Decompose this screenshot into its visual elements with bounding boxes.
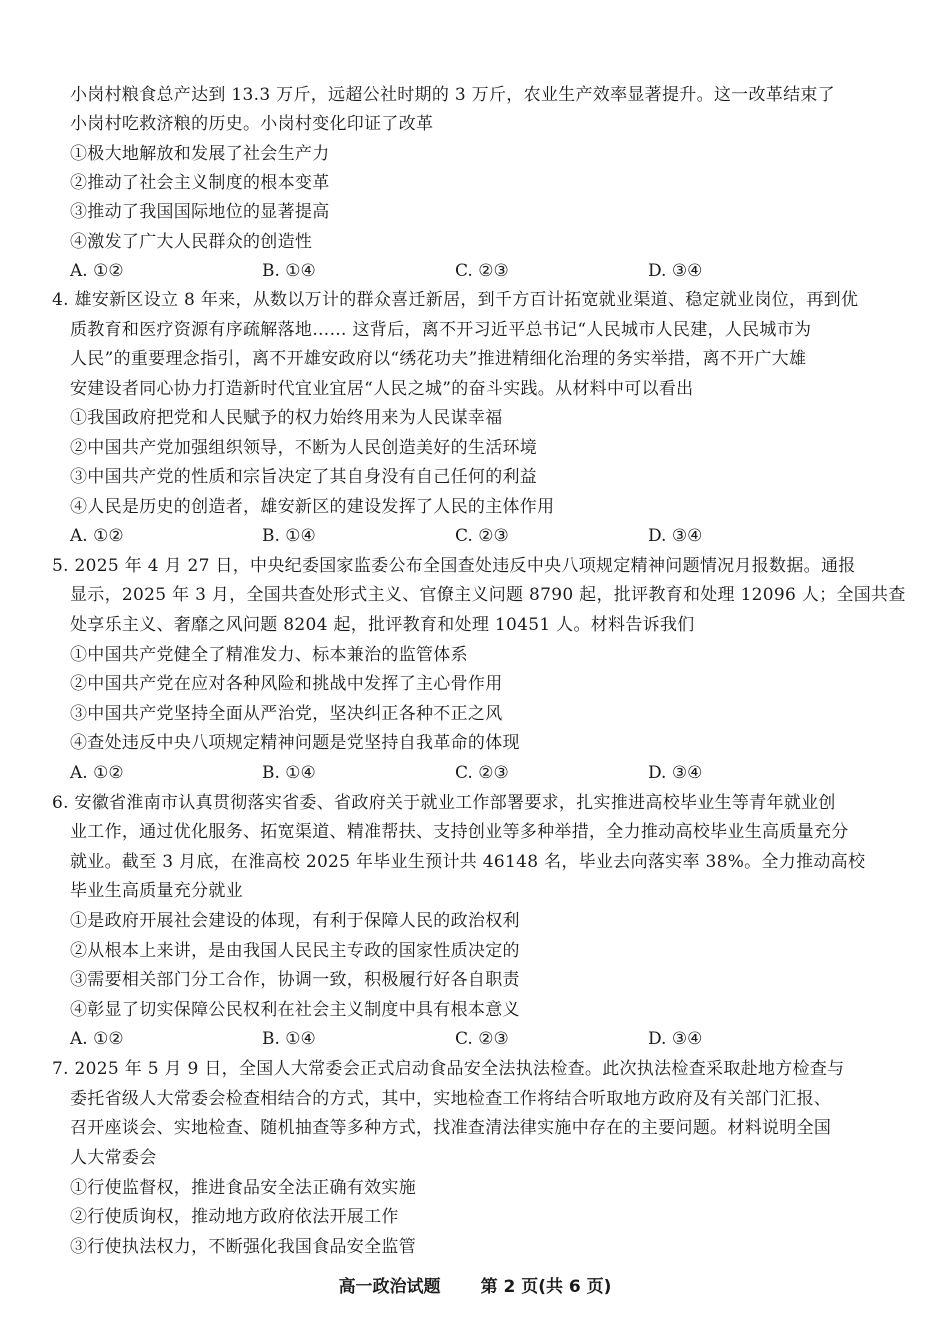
- q7-option-3: ③行使执法权力，不断强化我国食品安全监管: [70, 1237, 416, 1257]
- q4-stem-line-2: 质教育和医疗资源有序疏解落地…… 这背后，离不开习近平总书记“人民城市人民建，人民城市为: [70, 320, 812, 340]
- q3-option-2: ②推动了社会主义制度的根本变革: [70, 173, 330, 193]
- q4-choice-a: A. ①②: [70, 526, 124, 546]
- q4-stem-line-3: 人民”的重要理念指引，离不开雄安政府以“绣花功夫”推进精细化治理的务实举措，离不开广大雄: [70, 349, 807, 369]
- q4-option-2: ②中国共产党加强组织领导，不断为人民创造美好的生活环境: [70, 438, 538, 458]
- page-footer: [0, 1277, 950, 1297]
- q6-option-4: ④彰显了切实保障公民权利在社会主义制度中具有根本意义: [70, 1000, 520, 1020]
- q3-choice-b: B. ①④: [262, 261, 316, 281]
- q5-option-2: ②中国共产党在应对各种风险和挑战中发挥了主心骨作用: [70, 674, 503, 694]
- q3-option-1: ①极大地解放和发展了社会生产力: [70, 144, 330, 164]
- q6-stem-line-3: 就业。截至 3 月底，在淮高校 2025 年毕业生预计共 46148 名，毕业去向落实率 38%。全力推动高校: [70, 852, 866, 872]
- q3-stem-line-1: 小岗村粮食总产达到 13.3 万斤，远超公社时期的 3 万斤，农业生产效率显著提升。这一改革结束了: [70, 85, 835, 105]
- q3-option-3: ③推动了我国国际地位的显著提高: [70, 202, 330, 222]
- q5-option-3: ③中国共产党坚持全面从严治党，坚决纠正各种不正之风: [70, 704, 503, 724]
- q5-choice-d: D. ③④: [648, 763, 703, 783]
- q6-stem-line-2: 业工作，通过优化服务、拓宽渠道、精准帮扶、支持创业等多种举措，全力推动高校毕业生高质量充分: [70, 822, 849, 842]
- footer-page-number: 第 2 页(共 6 页): [480, 1277, 612, 1297]
- q4-option-4: ④人民是历史的创造者，雄安新区的建设发挥了人民的主体作用: [70, 497, 555, 517]
- q7-stem-line-2: 委托省级人大常委会检查相结合的方式，其中，实地检查工作将结合听取地方政府及有关部门汇报、: [70, 1089, 832, 1109]
- q4-choice-d: D. ③④: [648, 526, 703, 546]
- q3-choice-c: C. ②③: [455, 261, 509, 281]
- q5-choice-c: C. ②③: [455, 763, 509, 783]
- q6-choice-b: B. ①④: [262, 1029, 316, 1049]
- q3-choice-d: D. ③④: [648, 261, 703, 281]
- q6-stem-line-4: 毕业生高质量充分就业: [70, 881, 243, 901]
- q6-option-2: ②从根本上来讲，是由我国人民民主专政的国家性质决定的: [70, 941, 520, 961]
- q6-option-3: ③需要相关部门分工合作，协调一致，积极履行好各自职责: [70, 970, 520, 990]
- q5-choice-a: A. ①②: [70, 763, 124, 783]
- q4-stem-line-1: 4. 雄安新区设立 8 年来，从数以万计的群众喜迁新居，到千方百计拓宽就业渠道、稳定就业岗位，再到优: [52, 290, 859, 310]
- q4-choice-b: B. ①④: [262, 526, 316, 546]
- q6-choice-a: A. ①②: [70, 1029, 124, 1049]
- q6-stem-line-1: 6. 安徽省淮南市认真贯彻落实省委、省政府关于就业工作部署要求，扎实推进高校毕业生等青年就业创: [52, 793, 836, 813]
- q7-stem-line-3: 召开座谈会、实地检查、随机抽查等多种方式，找准查清法律实施中存在的主要问题。材料说明全国: [70, 1118, 832, 1138]
- q4-choice-c: C. ②③: [455, 526, 509, 546]
- q7-option-2: ②行使质询权，推动地方政府依法开展工作: [70, 1207, 399, 1227]
- q3-option-4: ④激发了广大人民群众的创造性: [70, 232, 313, 252]
- q3-stem-line-2: 小岗村吃救济粮的历史。小岗村变化印证了改革: [70, 114, 434, 134]
- q7-stem-line-4: 人大常委会: [70, 1148, 157, 1168]
- q7-option-1: ①行使监督权，推进食品安全法正确有效实施: [70, 1178, 416, 1198]
- q5-option-1: ①中国共产党健全了精准发力、标本兼治的监管体系: [70, 645, 468, 665]
- q3-choice-a: A. ①②: [70, 261, 124, 281]
- q5-choice-b: B. ①④: [262, 763, 316, 783]
- q4-option-1: ①我国政府把党和人民赋予的权力始终用来为人民谋幸福: [70, 408, 503, 428]
- q6-option-1: ①是政府开展社会建设的体现，有利于保障人民的政治权利: [70, 911, 520, 931]
- q6-choice-d: D. ③④: [648, 1029, 703, 1049]
- q4-stem-line-4: 安建设者同心协力打造新时代宜业宜居“人民之城”的奋斗实践。从材料中可以看出: [70, 379, 694, 399]
- q4-option-3: ③中国共产党的性质和宗旨决定了其自身没有自己任何的利益: [70, 467, 538, 487]
- q5-option-4: ④查处违反中央八项规定精神问题是党坚持自我革命的体现: [70, 733, 520, 753]
- footer-subject: 高一政治试题: [338, 1277, 441, 1297]
- q7-stem-line-1: 7. 2025 年 5 月 9 日，全国人大常委会正式启动食品安全法执法检查。此次执法检查采取赴地方检查与: [52, 1059, 845, 1079]
- q5-stem-line-3: 处享乐主义、奢靡之风问题 8204 起，批评教育和处理 10451 人。材料告诉我们: [70, 615, 695, 635]
- q5-stem-line-2: 显示，2025 年 3 月，全国共查处形式主义、官僚主义问题 8790 起，批评教育和处理 12096 人；全国共查: [70, 585, 906, 605]
- q5-stem-line-1: 5. 2025 年 4 月 27 日，中央纪委国家监委公布全国查处违反中央八项规定精神问题情况月报数据。通报: [52, 556, 856, 576]
- q6-choice-c: C. ②③: [455, 1029, 509, 1049]
